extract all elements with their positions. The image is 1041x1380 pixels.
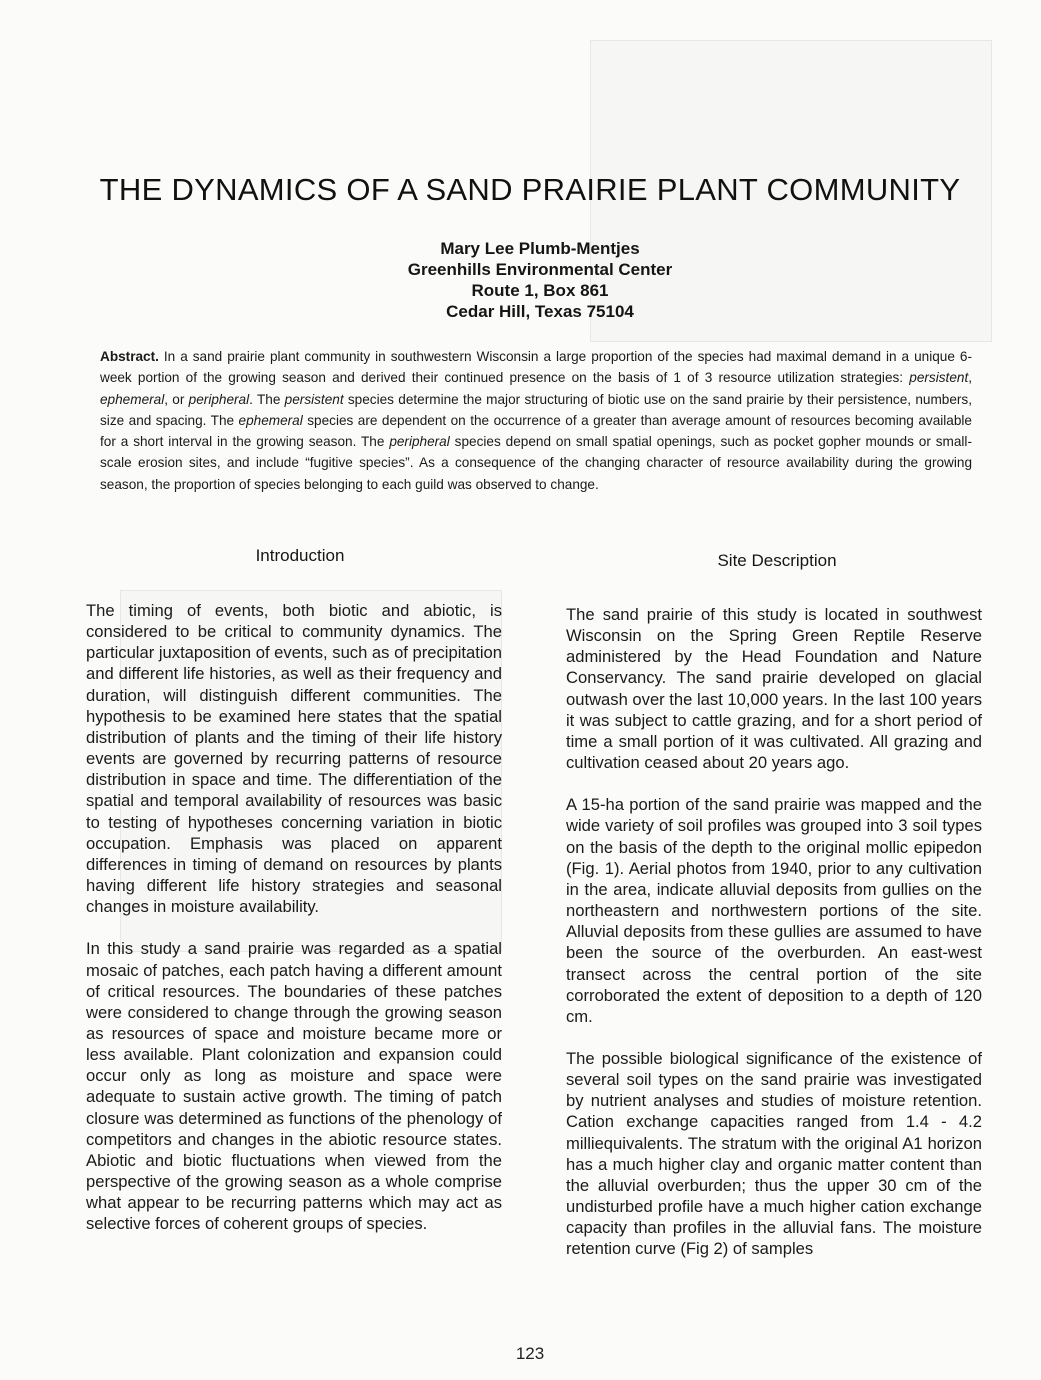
introduction-paragraph: In this study a sand prairie was regarded as a spatial mosaic of patches, each patch having a different amount of critical resources. The boundaries of these patches were considered to change through the growing season as resources of space and moisture became more or less available. Plant colonization and expansion could occur only as long as moisture and space were adequate to sustain active growth. The timing of patch closure was determined as functions of the phenology of competitors and changes in the abiotic resource states. Abiotic and biotic fluctuations when viewed from the perspective of the growing season as a whole comprise what appear to be recurring patterns which may act as selective forces of coherent groups of species.	[86, 939, 502, 1234]
left-column	[86, 600, 502, 1235]
abstract-text: species depend on small spatial openings, such as pocket gopher mounds or small-scale erosion sites, and include “fugitive species”. As a consequence of the changing character of resource availability during the growing season, the proportion of species belonging to each guild was observed to change.	[100, 434, 972, 492]
term-ephemeral: ephemeral	[238, 412, 303, 428]
right-column	[566, 604, 982, 1260]
term-persistent: persistent	[284, 391, 344, 407]
term-ephemeral: ephemeral	[100, 391, 165, 407]
abstract-separator: ,	[968, 370, 972, 386]
term-peripheral: peripheral	[389, 434, 450, 450]
introduction-heading: Introduction	[255, 546, 345, 565]
author-name: Mary Lee Plumb-Mentjes	[440, 239, 640, 258]
term-persistent: persistent	[909, 370, 969, 386]
abstract-label: Abstract.	[100, 349, 159, 364]
page-number: 123	[515, 1344, 545, 1363]
term-peripheral: peripheral	[188, 391, 250, 407]
site-paragraph: The possible biological significance of the existence of several soil types on the sand prairie was investigated by nutrient analyses and studies of moisture retention. Cation exchange capacities ranged from 1.4 - 4.2 milliequivalents. The stratum with the original A1 horizon has a much higher clay and organic matter content than the alluvial overburden; thus the upper 30 cm of the undisturbed profile have a much higher cation exchange capacity than profiles in the alluvial fans. The moisture retention curve (Fig 2) of samples	[566, 1048, 982, 1259]
author-block	[300, 238, 780, 322]
author-organization: Greenhills Environmental Center	[407, 260, 673, 279]
abstract	[100, 346, 972, 495]
abstract-separator: , or	[164, 391, 189, 407]
abstract-text: In a sand prairie plant community in southwestern Wisconsin a large proportion of the species had maximal demand in a unique 6-week portion of the growing season and derived their continued presence on the basis of 1 of 3 resource utilization strategies:	[100, 349, 972, 386]
abstract-text: species are dependent on the occurrence of a greater than average amount of resources becoming available for a short interval in the growing season. The	[100, 412, 972, 450]
introduction-paragraph: The timing of events, both biotic and abiotic, is considered to be critical to community dynamics. The particular juxtaposition of events, such as of precipitation and different life histories, as well as their frequency and duration, will distinguish different communities. The hypothesis to be examined here states that the spatial distribution of plants and the timing of their life history events are governed by recurring patterns of resource distribution in space and time. The differentiation of the spatial and temporal availability of resources was basic to testing of hypotheses concerning variation in biotic occupation. Emphasis was placed on apparent differences in timing of demand on resources by plants having different life history strategies and seasonal changes in moisture availability.	[86, 601, 502, 917]
site-paragraph: A 15-ha portion of the sand prairie was mapped and the wide variety of soil profiles was grouped into 3 soil types on the basis of the depth to the original mollic epipedon (Fig. 1). Aerial photos from 1940, prior to any cultivation in the area, indicate alluvial deposits from gullies on the northeastern and northwestern portions of the site. Alluvial deposits from these gullies are assumed to have been the source of the overburden. An east-west transect across the central portion of the site corroborated the extent of deposition to a depth of 120 cm.	[566, 795, 982, 1026]
author-city: Cedar Hill, Texas 75104	[446, 302, 634, 321]
article-title: THE DYNAMICS OF A SAND PRAIRIE PLANT COMMUNITY	[99, 172, 961, 207]
site-paragraph: The sand prairie of this study is located in southwest Wisconsin on the Spring Green Reptile Reserve administered by the Head Foundation and Nature Conservancy. The sand prairie developed on glacial outwash over the last 10,000 years. In the last 100 years it was subject to cattle grazing, and for a short period of time a small portion of it was cultivated. All grazing and cultivation ceased about 20 years ago.	[566, 605, 983, 773]
abstract-text: . The	[249, 391, 285, 407]
abstract-text: species determine the major structuring of biotic use on the sand prairie by their persistence, numbers, size and spacing. The	[100, 391, 973, 428]
author-street: Route 1, Box 861	[471, 281, 609, 300]
site-description-heading: Site Description	[717, 551, 837, 570]
